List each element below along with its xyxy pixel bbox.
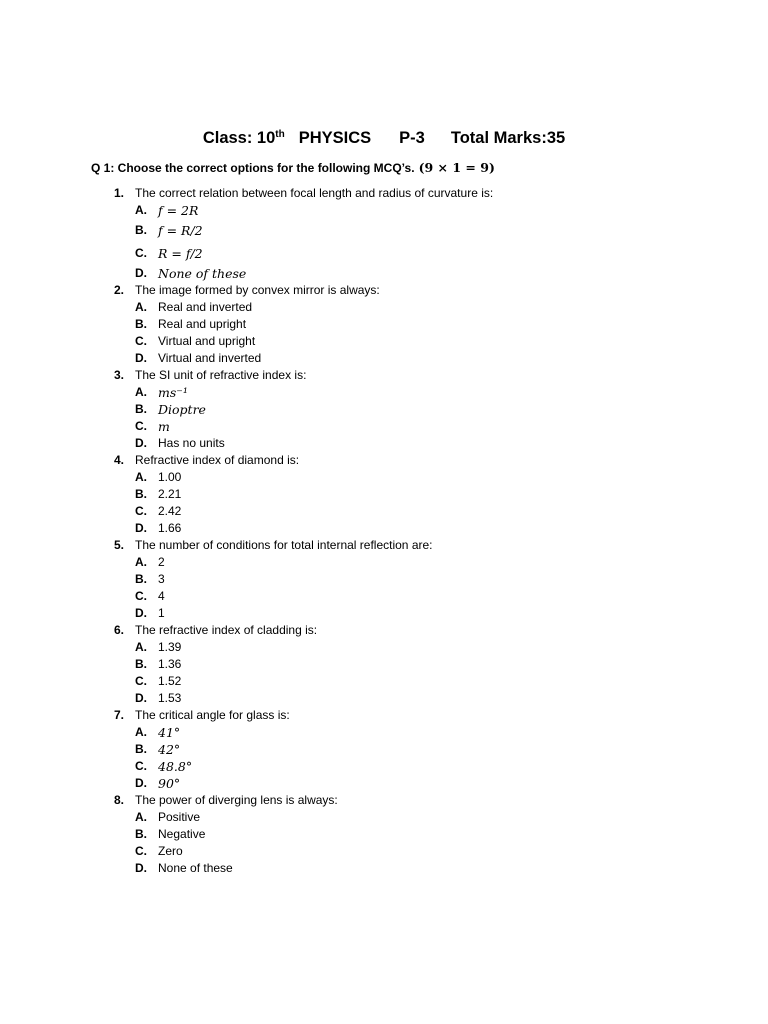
option-letter: D. [135,691,147,705]
option-item [0,487,768,504]
option-text: 1.36 [158,657,182,671]
option-letter: D. [135,521,147,535]
question-number: 4. [113,453,124,467]
question-text: The critical angle for glass is: [135,708,290,722]
option-item [0,521,768,538]
question-item [0,793,768,810]
option-text: Negative [158,827,206,841]
option-letter: A. [135,470,147,484]
option-item [0,844,768,861]
option-text: f = 2R [158,203,199,218]
question-item [0,538,768,555]
option-text: m [158,419,170,434]
option-text: 1.39 [158,640,182,654]
class-superscript: th [275,129,285,140]
option-text: Virtual and inverted [158,351,262,365]
option-text: None of these [158,266,247,281]
option-item [0,419,768,436]
option-letter: C. [135,674,147,688]
paper-label: P-3 [399,129,425,147]
option-letter: B. [135,223,147,237]
question-item [0,453,768,470]
option-item [0,776,768,793]
option-text: 1 [158,606,165,620]
option-letter: C. [135,419,147,433]
option-text: 42° [158,742,181,757]
option-item [0,504,768,521]
subject-label: PHYSICS [298,129,372,147]
option-item [0,470,768,487]
option-item [0,385,768,402]
question-text: The number of conditions for total internal reflection are: [135,538,433,552]
option-letter: A. [135,300,147,314]
option-letter: D. [135,861,147,875]
option-text: Virtual and upright [158,334,256,348]
option-item [0,589,768,606]
option-item [0,317,768,334]
question-text: The refractive index of cladding is: [135,623,318,637]
option-item [0,810,768,827]
option-item [0,606,768,623]
option-letter: C. [135,246,147,260]
option-letter: A. [135,385,147,399]
question-instruction [91,160,495,175]
option-item [0,674,768,691]
option-item [0,300,768,317]
option-item [0,725,768,742]
question-number: 8. [113,793,124,807]
option-letter: D. [135,436,147,450]
option-text: 1.00 [158,470,182,484]
option-text: 41° [158,725,181,740]
option-text: Real and upright [158,317,247,331]
question-number: 2. [113,283,124,297]
option-text: None of these [158,861,233,875]
question-item [0,368,768,385]
option-item [0,640,768,657]
option-item [0,691,768,708]
option-text: 2 [158,555,165,569]
option-letter: A. [135,555,147,569]
option-letter: D. [135,606,147,620]
option-item [0,203,768,220]
option-text: 3 [158,572,165,586]
option-item [0,742,768,759]
question-number: 5. [113,538,124,552]
option-item [0,861,768,878]
option-letter: B. [135,657,147,671]
question-text: The power of diverging lens is always: [135,793,338,807]
option-letter: B. [135,742,147,756]
option-text: Has no units [158,436,225,450]
question-item [0,708,768,725]
instruction-marks: (9 × 1 = 9) [418,160,495,175]
option-letter: D. [135,776,147,790]
option-text: ms⁻¹ [158,385,188,400]
option-letter: C. [135,589,147,603]
option-text: 2.21 [158,487,182,501]
option-item [0,351,768,368]
option-text: Zero [158,844,183,858]
question-text: Refractive index of diamond is: [135,453,300,467]
question-item [0,283,768,300]
option-item [0,759,768,776]
option-letter: A. [135,203,147,217]
option-letter: A. [135,725,147,739]
total-marks-label: Total Marks:35 [450,129,566,147]
class-label: Class: 10th [202,129,285,147]
question-list [0,186,768,878]
instruction-text: Q 1: Choose the correct options for the following MCQ’s. [91,161,415,175]
question-number: 6. [113,623,124,637]
option-text: 1.52 [158,674,182,688]
option-item [0,266,768,283]
option-text: f = R/2 [158,223,203,238]
option-letter: C. [135,334,147,348]
option-text: 1.66 [158,521,182,535]
question-text: The correct relation between focal length and radius of curvature is: [135,186,494,200]
option-letter: D. [135,266,147,280]
option-letter: A. [135,640,147,654]
option-text: Dioptre [158,402,206,417]
question-number: 7. [113,708,124,722]
option-text: 4 [158,589,165,603]
question-item [0,623,768,640]
option-text: Positive [158,810,201,824]
option-item [0,243,768,266]
option-item [0,220,768,243]
option-item [0,572,768,589]
option-text: 48.8° [158,759,193,774]
option-item [0,827,768,844]
option-item [0,436,768,453]
option-letter: B. [135,572,147,586]
option-text: R = f/2 [158,246,203,261]
option-item [0,402,768,419]
option-text: 1.53 [158,691,182,705]
option-item [0,334,768,351]
option-text: 2.42 [158,504,182,518]
option-letter: D. [135,351,147,365]
option-letter: B. [135,827,147,841]
question-number: 3. [113,368,124,382]
option-text: 90° [158,776,181,791]
option-letter: A. [135,810,147,824]
option-letter: B. [135,487,147,501]
question-text: The SI unit of refractive index is: [135,368,307,382]
option-text: Real and inverted [158,300,253,314]
question-item [0,186,768,203]
question-text: The image formed by convex mirror is always: [135,283,380,297]
page-title [0,129,768,148]
option-letter: B. [135,317,147,331]
option-letter: C. [135,504,147,518]
option-item [0,555,768,572]
option-letter: C. [135,759,147,773]
question-number: 1. [113,186,124,200]
option-item [0,657,768,674]
option-letter: B. [135,402,147,416]
option-letter: C. [135,844,147,858]
